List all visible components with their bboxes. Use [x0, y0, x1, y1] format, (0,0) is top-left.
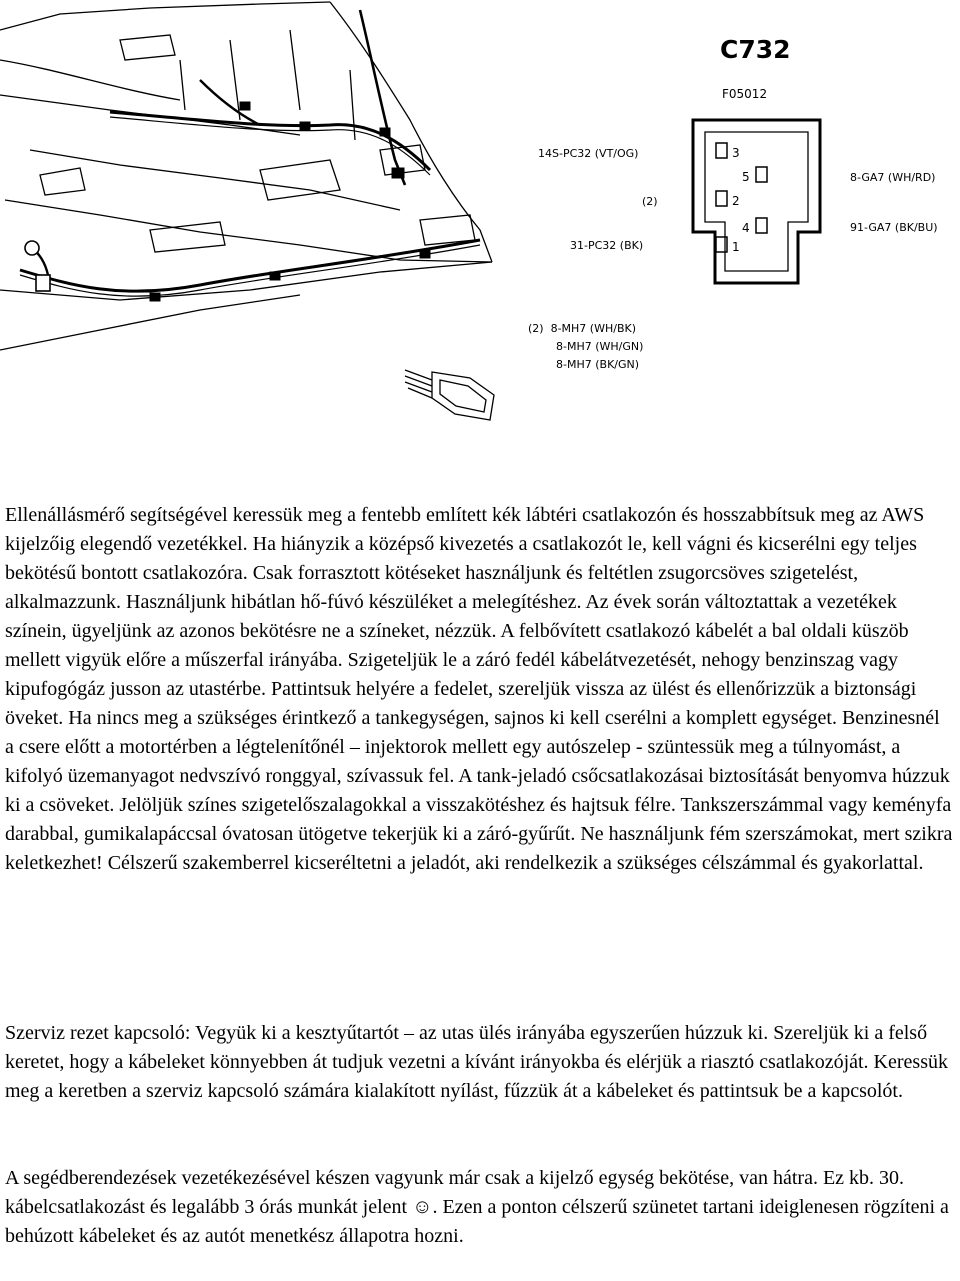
wire-label: 31-PC32 (BK) — [570, 239, 644, 252]
body-paragraph: A segédberendezések vezetékezésével készen vagyunk már csak a kijelző egység bekötése, van hátra. Ez kb. 30. kábelcsatlakozást és legalább 3 órás munkát jelent ☺. Ezen a ponton célszerű szünetet tartani ideiglenesen rögzíteni a behúzott kábeleket és az autót menetkész állapotra hozni. — [5, 1167, 949, 1247]
car-body-drawing — [0, 2, 492, 350]
part-number: F05012 — [722, 87, 768, 101]
pin-label: 1 — [732, 240, 740, 254]
pin-label: 3 — [732, 146, 740, 160]
pin-2-terminal — [716, 191, 727, 206]
pin-4-terminal — [756, 218, 767, 233]
wire-label: 14S-PC32 (VT/OG) — [538, 147, 639, 160]
wiring-harness — [20, 10, 480, 301]
wiring-figure — [0, 0, 960, 480]
wire-label: 91-GA7 (BK/BU) — [850, 221, 938, 234]
legend-line: (2) 8-MH7 (WH/BK) — [528, 322, 636, 335]
connector-housing — [693, 120, 820, 283]
pin-label: 5 — [742, 170, 750, 184]
connector-id: C732 — [720, 35, 791, 64]
wire-label: (2) — [642, 195, 658, 208]
connector-c732 — [528, 35, 938, 371]
legend-line: 8-MH7 (BK/GN) — [556, 358, 640, 371]
pin-5-terminal — [756, 167, 767, 182]
inline-connector-drawing — [405, 370, 494, 420]
wire-label: 8-GA7 (WH/RD) — [850, 171, 936, 184]
pin-3-terminal — [716, 143, 727, 158]
pin-label: 2 — [732, 194, 740, 208]
body-paragraph: Szerviz rezet kapcsoló: Vegyük ki a kesztyűtartót – az utas ülés irányába egyszerűen húzzuk ki. Szereljük ki a felső keretet, hogy a kábeleket könnyebben át tudjuk vezetni a kívánt irányokba és elérjük a riasztó csatlakozóját. Keressük meg a keretben a szerviz kapcsoló számára kialakított nyílást, fűzzük át a kábeleket és pattintsuk be a kapcsolót. — [5, 1022, 948, 1102]
body-paragraph: Ellenállásmérő segítségével keressük meg a fentebb említett kék lábtéri csatlakozón és hosszabbítsuk meg az AWS kijelzőig elegendő vezetékkel. Ha hiányzik a középső kivezetés a csatlakozót le, kell vágni és kicserélni egy teljes bekötésű bontott csatlakozóra. Csak forrasztott kötéseket használjunk és feltétlen zsugorcsöves szigetelést, alkalmazzunk. Használjunk hibátlan hő-fúvó készüléket a melegítéshez. Az évek során változtattak a vezetékek színein, ügyeljünk az azonos bekötésre ne a színeket, nézzük. A felbővített csatlakozó kábelét a bal oldali küszöb mellett vigyük előre a műszerfal irányába. Szigeteljük le a záró fedél kábelátvezetését, nehogy benzinszag vagy kipufogógáz jusson az utastérbe. Pattintsuk helyére a fedelet, szereljük vissza az ülést és ellenőrizzük a biztonsági öveket. Ha nincs meg a szükséges érintkező a tankegységen, sajnos ki kell cserélni a komplett egységet. Benzinesnél a csere előtt a motortérben a légtelenítőnél – injektorok mellett egy autószelep - szüntessük meg a túlnyomást, a kifolyó üzemanyagot nedvszívó ronggyal, szívassuk fel. A tank-jeladó csőcsatlakozásai biztosítását benyomva húzzuk ki a csöveket. Jelöljük színes szigetelőszalagokkal a visszakötéshez és hajtsuk félre. Tankszerszámmal vagy keményfa darabbal, gumikalapáccsal óvatosan ütögetve tekerjük ki a záró-gyűrűt. Ne használjunk fém szerszámokat, mert szikra keletkezhet! Célszerű szakemberrel kicseréltetni a jeladót, aki rendelkezik a szükséges célszámmal és gyakorlattal. — [5, 504, 953, 874]
pin-label: 4 — [742, 221, 750, 235]
legend-line: 8-MH7 (WH/GN) — [556, 340, 644, 353]
